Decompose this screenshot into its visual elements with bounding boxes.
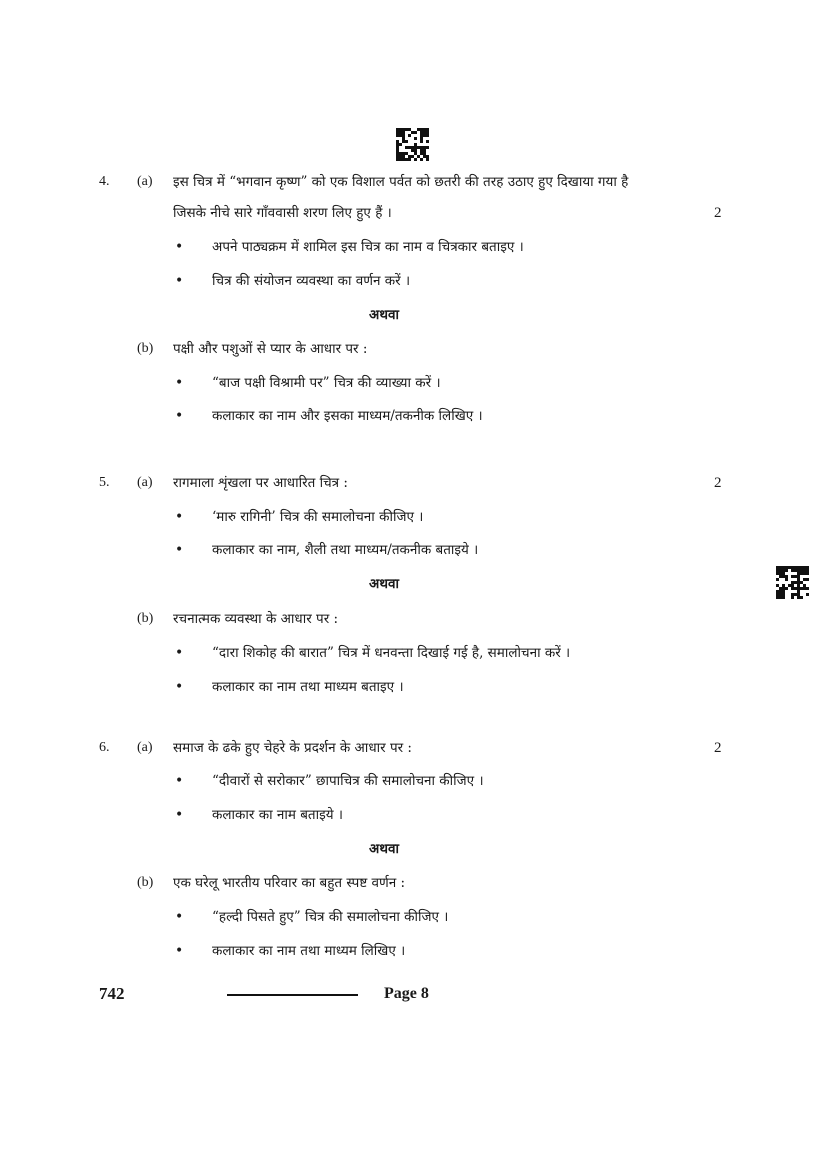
bullet-icon: • — [175, 909, 184, 925]
top-qr-code — [396, 128, 429, 161]
option-label-b: (b) — [137, 611, 154, 626]
bullet-icon: • — [175, 408, 184, 424]
marks: 2 — [714, 740, 722, 756]
question-text: एक घरेलू भारतीय परिवार का बहुत स्पष्ट वर्णन : — [173, 875, 406, 891]
bullet-icon: • — [175, 773, 184, 789]
bullet-icon: • — [175, 375, 184, 391]
bullet-item: कलाकार का नाम तथा माध्यम लिखिए । — [212, 943, 406, 959]
question-number: 4. — [99, 174, 110, 189]
bullet-item: कलाकार का नाम तथा माध्यम बताइए । — [212, 679, 404, 695]
question-text-line1: इस चित्र में “भगवान कृष्ण” को एक विशाल पर्वत को छतरी की तरह उठाए हुए दिखाया गया है — [173, 174, 629, 190]
bullet-item: कलाकार का नाम और इसका माध्यम/तकनीक लिखिए । — [212, 408, 483, 424]
footer-divider — [227, 994, 358, 996]
bullet-icon: • — [175, 645, 184, 661]
side-qr-code — [776, 566, 809, 599]
paper-code: 742 — [99, 984, 125, 1003]
question-text: समाज के ढके हुए चेहरे के प्रदर्शन के आधार पर : — [173, 740, 412, 756]
bullet-icon: • — [175, 239, 184, 255]
marks: 2 — [714, 475, 722, 491]
bullet-icon: • — [175, 943, 184, 959]
option-label-a: (a) — [137, 475, 153, 490]
bullet-item: अपने पाठ्यक्रम में शामिल इस चित्र का नाम व चित्रकार बताइए । — [212, 239, 524, 255]
question-text-line2: जिसके नीचे सारे गाँववासी शरण लिए हुए हैं । — [173, 205, 392, 221]
page-number: Page 8 — [384, 985, 429, 1002]
option-label-b: (b) — [137, 875, 154, 890]
option-label-b: (b) — [137, 341, 154, 356]
question-text: पक्षी और पशुओं से प्यार के आधार पर : — [173, 341, 368, 357]
option-label-a: (a) — [137, 174, 153, 189]
bullet-icon: • — [175, 509, 184, 525]
bullet-item: ‘मारु रागिनी’ चित्र की समालोचना कीजिए । — [212, 509, 424, 525]
or-separator: अथवा — [369, 576, 399, 592]
bullet-item: “बाज पक्षी विश्रामी पर” चित्र की व्याख्या करें । — [212, 375, 441, 391]
bullet-icon: • — [175, 807, 184, 823]
bullet-icon: • — [175, 679, 184, 695]
option-label-a: (a) — [137, 740, 153, 755]
bullet-item: चित्र की संयोजन व्यवस्था का वर्णन करें । — [212, 273, 411, 289]
bullet-icon: • — [175, 273, 184, 289]
bullet-item: कलाकार का नाम बताइये । — [212, 807, 343, 823]
qr-module — [426, 158, 429, 161]
bullet-item: “हल्दी पिसते हुए” चित्र की समालोचना कीजिए । — [212, 909, 449, 925]
bullet-item: “दीवारों से सरोकार” छापाचित्र की समालोचना कीजिए । — [212, 773, 484, 789]
bullet-item: कलाकार का नाम, शैली तथा माध्यम/तकनीक बताइये । — [212, 542, 479, 558]
or-separator: अथवा — [369, 841, 399, 857]
qr-module — [806, 596, 809, 599]
bullet-icon: • — [175, 542, 184, 558]
question-text: रचनात्मक व्यवस्था के आधार पर : — [173, 611, 339, 627]
question-number: 5. — [99, 475, 110, 490]
marks: 2 — [714, 205, 722, 221]
question-text: रागमाला शृंखला पर आधारित चित्र : — [173, 475, 348, 491]
or-separator: अथवा — [369, 307, 399, 323]
question-number: 6. — [99, 740, 110, 755]
bullet-item: “दारा शिकोह की बारात” चित्र में धनवन्ता दिखाई गई है, समालोचना करें । — [212, 645, 571, 661]
